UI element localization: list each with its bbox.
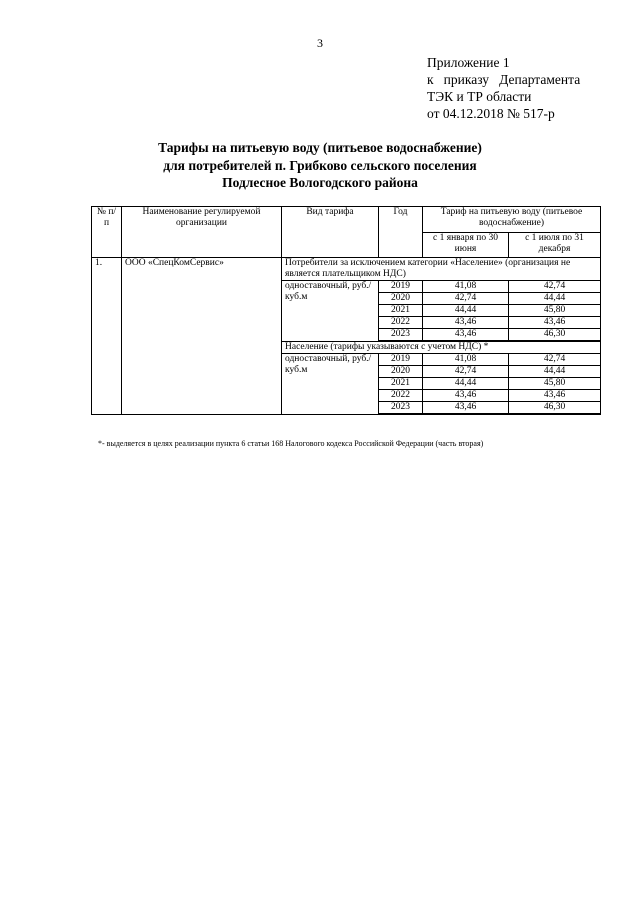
tariff-h1-cell: 41,08 xyxy=(423,281,509,293)
tariff-h2-cell: 45,80 xyxy=(509,378,601,390)
appendix-line: от 04.12.2018 № 517-р xyxy=(427,106,555,121)
header-org: Наименование регулируемой организации xyxy=(122,207,282,258)
year-cell: 2022 xyxy=(379,317,423,329)
appendix-line: ТЭК и ТР области xyxy=(427,89,532,104)
appendix-line: к приказу Департамента xyxy=(427,72,581,87)
tariff-h2-cell: 44,44 xyxy=(509,293,601,305)
tariff-h1-cell: 41,08 xyxy=(423,354,509,366)
year-cell: 2023 xyxy=(379,402,423,415)
tariff-table xyxy=(91,206,601,415)
footnote: *- выделяется в целях реализации пункта 6 статьи 168 Налогового кодекса Российской Федерации (часть вторая) xyxy=(98,439,484,448)
header-tariff: Тариф на питьевую воду (питьевое водоснабжение) xyxy=(423,207,601,233)
header-year: Год xyxy=(379,207,423,258)
year-cell: 2019 xyxy=(379,354,423,366)
tariff-h1-cell: 43,46 xyxy=(423,329,509,342)
tariff-h1-cell: 44,44 xyxy=(423,305,509,317)
appendix-block xyxy=(427,54,580,122)
tariff-h1-cell: 44,44 xyxy=(423,378,509,390)
tariff-h2-cell: 43,46 xyxy=(509,390,601,402)
header-period-2: с 1 июля по 31 декабря xyxy=(509,232,601,258)
title-line: для потребителей п. Грибково сельского поселения xyxy=(163,157,477,173)
appendix-line: Приложение 1 xyxy=(427,55,510,70)
row-number: 1. xyxy=(92,258,122,415)
tariff-h2-cell: 46,30 xyxy=(509,329,601,342)
tariff-h1-cell: 43,46 xyxy=(423,317,509,329)
tariff-h1-cell: 43,46 xyxy=(423,390,509,402)
page-number: 3 xyxy=(317,36,323,50)
org-name: ООО «СпецКомСервис» xyxy=(122,258,282,415)
year-cell: 2020 xyxy=(379,366,423,378)
year-cell: 2019 xyxy=(379,281,423,293)
tariff-h1-cell: 43,46 xyxy=(423,402,509,415)
year-cell: 2020 xyxy=(379,293,423,305)
group-label: Потребители за исключением категории «Население» (организация не является плательщиком НДС) xyxy=(282,258,601,281)
header-period-1: с 1 января по 30 июня xyxy=(423,232,509,258)
table-body xyxy=(92,258,601,415)
document-title xyxy=(0,139,640,192)
header-num: № п/п xyxy=(92,207,122,258)
tariff-h2-cell: 46,30 xyxy=(509,402,601,415)
tariff-h1-cell: 42,74 xyxy=(423,293,509,305)
tariff-type: одноставочный, руб./куб.м xyxy=(282,281,379,342)
tariff-h2-cell: 45,80 xyxy=(509,305,601,317)
group-label: Население (тарифы указываются с учетом НДС) * xyxy=(282,341,601,354)
tariff-type: одноставочный, руб./куб.м xyxy=(282,354,379,415)
header-type: Вид тарифа xyxy=(282,207,379,258)
tariff-h2-cell: 42,74 xyxy=(509,354,601,366)
tariff-h2-cell: 43,46 xyxy=(509,317,601,329)
title-line: Подлесное Вологодского района xyxy=(222,175,418,190)
year-cell: 2021 xyxy=(379,305,423,317)
title-line: Тарифы на питьевую воду (питьевое водоснабжение) xyxy=(158,140,482,155)
year-cell: 2022 xyxy=(379,390,423,402)
year-cell: 2023 xyxy=(379,329,423,342)
tariff-h1-cell: 42,74 xyxy=(423,366,509,378)
year-cell: 2021 xyxy=(379,378,423,390)
tariff-h2-cell: 42,74 xyxy=(509,281,601,293)
tariff-h2-cell: 44,44 xyxy=(509,366,601,378)
